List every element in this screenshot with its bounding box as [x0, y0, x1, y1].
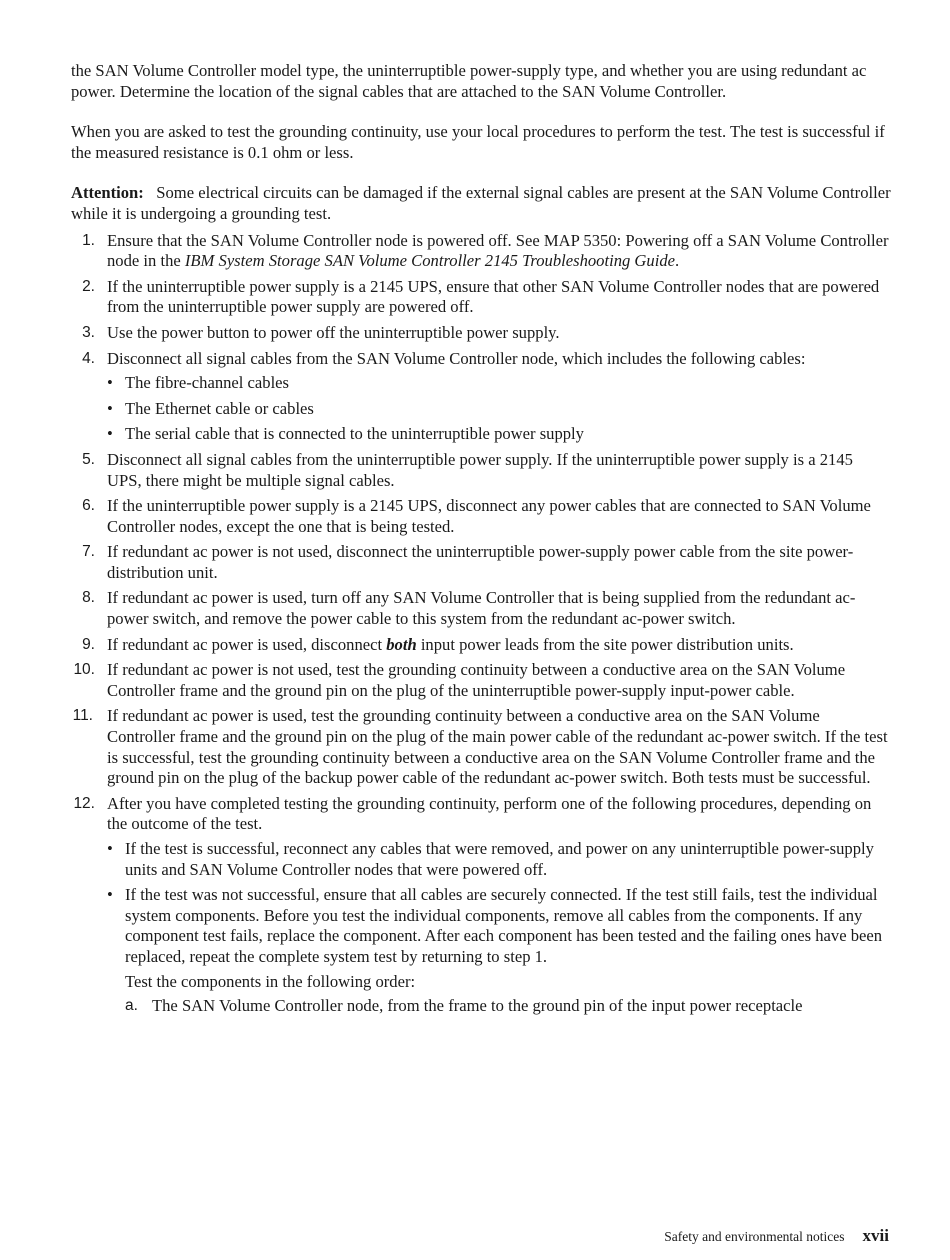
step-text: If redundant ac power is not used, test the grounding continuity between a conductive area on the SAN Volume Controller frame and the ground pin on the plug of the uninterruptible power-supply input-power cable. [107, 660, 846, 700]
list-item [107, 885, 891, 1017]
step-text: If redundant ac power is used, turn off any SAN Volume Controller that is being supplied from the redundant ac-power switch, and remove the power cable to this system from the redundant ac-power switch. [107, 588, 856, 629]
emphasis-both: both [386, 634, 417, 654]
list-item-text: The fibre-channel cables [125, 373, 290, 393]
item-letter: a. [125, 997, 138, 1015]
page-number: xvii [862, 1226, 889, 1245]
page-footer [664, 1226, 889, 1246]
step-2 [71, 277, 891, 318]
intro-paragraph: the SAN Volume Controller model type, the uninterruptible power-supply type, and whether you are using redundant ac power. Determine the location of the signal cables that are attached to the SAN Volume Controller. [71, 61, 867, 101]
step-text: Disconnect all signal cables from the SAN Volume Controller node, which includes the following cables: [107, 348, 806, 368]
bullet-icon: • [107, 839, 113, 858]
step-8 [71, 588, 891, 629]
step-text: If the uninterruptible power supply is a 2145 UPS, disconnect any power cables that are connected to SAN Volume Controller nodes, except the one that is being tested. [107, 496, 871, 536]
step-11 [71, 706, 891, 788]
list-item-text: The Ethernet cable or cables [125, 398, 314, 418]
step-text: If the uninterruptible power supply is a 2145 UPS, ensure that other SAN Volume Controller nodes that are powered from the uninterruptible power supply are powered off. [107, 276, 880, 317]
list-item [107, 399, 891, 420]
cable-list [107, 373, 891, 445]
list-item-text: The SAN Volume Controller node, from the frame to the ground pin of the input power receptacle [152, 996, 803, 1016]
bullet-icon: • [107, 885, 113, 905]
step-number: 6. [82, 497, 95, 515]
list-item-text: The serial cable that is connected to the uninterruptible power supply [125, 424, 584, 444]
step-number: 8. [82, 589, 95, 607]
step-number: 7. [82, 543, 95, 561]
step-text: Disconnect all signal cables from the uninterruptible power supply. If the uninterruptible power supply is a 2145 UPS, there might be multiple signal cables. [107, 449, 853, 490]
step-12 [71, 794, 891, 1017]
step-number: 9. [82, 635, 95, 653]
step-text: If redundant ac power is used, test the grounding continuity between a conductive area on the SAN Volume Controller frame and the ground pin on the plug of the main power cable of the redundant ac-power switch. If the test is successful, test the grounding continuity between a conductive area on the SAN Volume Controller frame and the ground pin on the plug of the backup power cable of the redundant ac-power switch. Both tests must be successful. [107, 706, 888, 788]
step-10 [71, 660, 891, 701]
step-number: 2. [82, 277, 95, 295]
troubleshooting-guide-title: IBM System Storage SAN Volume Controller 2145 Troubleshooting Guide [184, 251, 675, 271]
step-text: After you have completed testing the grounding continuity, perform one of the following procedures, depending on the outcome of the test. [107, 793, 872, 834]
attention-text: Some electrical circuits can be damaged if the external signal cables are present at the SAN Volume Controller while it is undergoing a grounding test. [71, 183, 891, 223]
step-number: 3. [82, 323, 95, 341]
list-item-text: If the test was not successful, ensure that all cables are securely connected. If the test still fails, test the individual system components. Before you test the individual components, remove all cables from the components. If any component test fails, replace the component. After each component has been tested and the failing ones have been replaced, repeat the complete system test by returning to step 1. [125, 885, 883, 966]
step-text-end: input power leads from the site power distribution units. [416, 634, 794, 654]
bullet-icon: • [107, 424, 113, 444]
step-9 [71, 635, 891, 656]
step-text: Ensure that the SAN Volume Controller node is powered off. See MAP 5350: Powering off a SAN Volume Controller node in the [107, 230, 889, 271]
step-1 [71, 231, 891, 272]
bullet-icon: • [107, 398, 113, 418]
footer-title: Safety and environmental notices [664, 1229, 845, 1244]
component-order-note: Test the components in the following order: [125, 971, 416, 991]
step-3 [71, 323, 891, 344]
step-text: If redundant ac power is used, disconnect [107, 634, 387, 654]
step-text-end: . [675, 251, 680, 271]
step-7 [71, 542, 891, 583]
step-number: 4. [82, 349, 95, 367]
step-5 [71, 450, 891, 491]
step-text: Use the power button to power off the uninterruptible power supply. [107, 322, 560, 342]
step-number: 10. [73, 661, 95, 679]
list-item [107, 839, 891, 880]
list-item-text: If the test is successful, reconnect any cables that were removed, and power on any uninterruptible power-supply units and SAN Volume Controller nodes that were powered off. [125, 839, 874, 879]
step-text: If redundant ac power is not used, disconnect the uninterruptible power-supply power cable from the site power-distribution unit. [107, 542, 854, 582]
grounding-test-paragraph: When you are asked to test the grounding continuity, use your local procedures to perform the test. The test is successful if the measured resistance is 0.1 ohm or less. [71, 122, 885, 162]
step-number: 1. [82, 231, 95, 249]
step-number: 5. [82, 450, 95, 468]
bullet-icon: • [107, 373, 113, 393]
list-item [125, 996, 891, 1017]
outcome-list [107, 839, 891, 1017]
attention-notice [71, 183, 891, 224]
component-order-list [125, 996, 891, 1017]
step-4 [71, 349, 891, 445]
step-number: 11. [72, 707, 93, 725]
step-6 [71, 496, 891, 537]
step-number: 12. [73, 794, 95, 812]
attention-label: Attention: [71, 183, 144, 203]
procedure-steps [71, 231, 891, 1017]
document-body [71, 61, 891, 1022]
list-item [107, 373, 891, 394]
list-item [107, 424, 891, 445]
